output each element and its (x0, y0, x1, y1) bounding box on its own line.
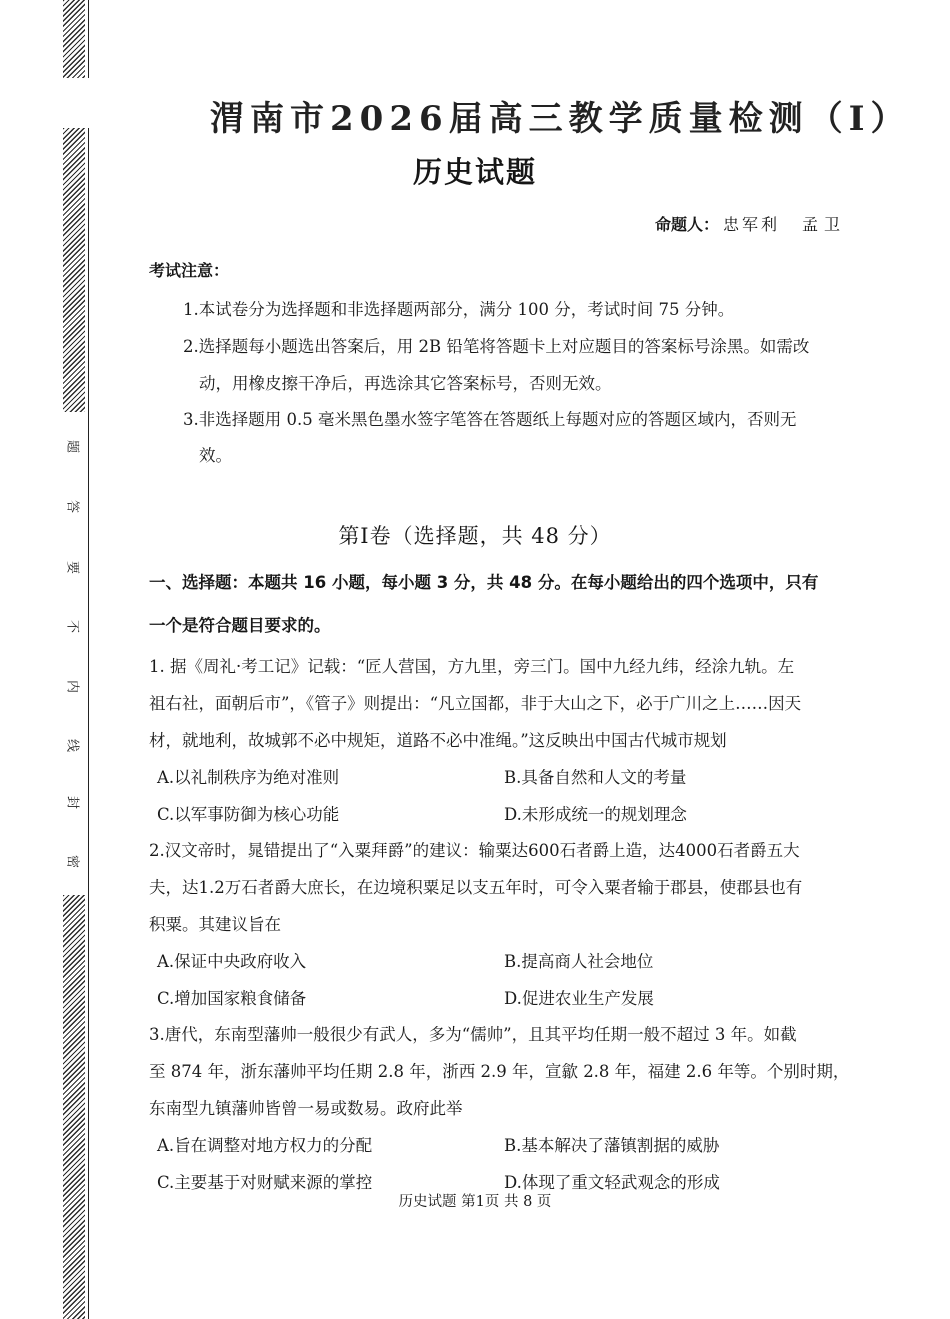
margin-char: 封 (64, 795, 80, 809)
option-b: B.提高商人社会地位 (504, 952, 654, 971)
authors-label: 命题人： (654, 215, 719, 234)
question-stem: 夫，达1.2万石者爵大庶长，在边境积粟足以支五年时，可令入粟者输于郡县，使郡县也有 (149, 878, 803, 897)
question-stem: 东南型九镇藩帅皆曾一易或数易。政府此举 (149, 1099, 463, 1118)
note-line: 2.选择题每小题选出答案后，用 2B 铅笔将答题卡上对应题目的答案标号涂黑。如需改 (183, 337, 810, 356)
margin-char: 不 (64, 619, 80, 633)
margin-char: 线 (64, 738, 80, 752)
question-stem: 3.唐代，东南型藩帅一般很少有武人，多为“儒帅”，且其平均任期一般不超过 3 年。如截 (149, 1025, 797, 1044)
question-stem: 祖右社，面朝后市”，《管子》则提出：“凡立国都，非于大山之下，必于广川之上……因天 (149, 694, 802, 713)
margin-char: 密 (64, 854, 80, 868)
question-stem: 至 874 年，浙东藩帅平均任期 2.8 年，浙西 2.9 年，宣歙 2.8 年，福建 2.6 年等。个别时期， (149, 1062, 850, 1081)
section-title: 第Ⅰ卷（选择题，共 48 分） (338, 524, 612, 548)
option-c: C.以军事防御为核心功能 (157, 805, 340, 824)
option-a: A.以礼制秩序为绝对准则 (157, 768, 340, 787)
question-stem: 材，就地利，故城郭不必中规矩，道路不必中准绳。”这反映出中国古代城市规划 (149, 731, 727, 750)
option-a: A.旨在调整对地方权力的分配 (157, 1136, 373, 1155)
option-b: B.具备自然和人文的考量 (504, 768, 687, 787)
binding-hatch-lower (63, 895, 85, 1319)
margin-char: 要 (64, 560, 80, 574)
page-title: 历史试题 (412, 155, 537, 189)
option-b: B.基本解决了藩镇割据的威胁 (504, 1136, 720, 1155)
option-a: A.保证中央政府收入 (157, 952, 307, 971)
note-line: 效。 (199, 446, 232, 465)
note-line: 3.非选择题用 0.5 毫米黑色墨水签字笔答在答题纸上每题对应的答题区域内，否则无 (183, 410, 797, 429)
margin-char: 题 (64, 439, 80, 453)
author-name: 忠军利 (722, 215, 780, 234)
binding-hatch-top (63, 0, 85, 78)
note-line: 动，用橡皮擦干净后，再选涂其它答案标号，否则无效。 (199, 374, 612, 393)
question-stem: 2.汉文帝时，晁错提出了“入粟拜爵”的建议：输粟达600石者爵上造，达4000石者爵五大 (149, 841, 800, 860)
exam-series-title: 渭南市2026届高三教学质量检测（Ⅰ） (210, 99, 911, 139)
section-instructions: 一个是符合题目要求的。 (149, 616, 331, 635)
question-stem: 积粟。其建议旨在 (149, 915, 281, 934)
section-instructions: 一、选择题：本题共 16 小题，每小题 3 分，共 48 分。在每小题给出的四个选项中，只有 (149, 573, 819, 592)
option-c: C.主要基于对财赋来源的掌控 (157, 1173, 373, 1192)
option-d: D.未形成统一的规划理念 (504, 805, 687, 824)
note-line: 1.本试卷分为选择题和非选择题两部分，满分 100 分，考试时间 75 分钟。 (183, 300, 735, 319)
page-footer: 历史试题 第1页 共 8 页 (398, 1194, 552, 1210)
author-name: 孟卫 (801, 215, 846, 234)
notes-heading: 考试注意： (149, 261, 230, 280)
binding-line-mid (88, 128, 89, 1319)
margin-char: 内 (64, 679, 80, 693)
binding-line-top (88, 0, 89, 78)
option-d: D.促进农业生产发展 (504, 989, 654, 1008)
authors-line (655, 212, 846, 235)
option-d: D.体现了重文轻武观念的形成 (504, 1173, 720, 1192)
margin-char: 答 (64, 499, 80, 513)
option-c: C.增加国家粮食储备 (157, 989, 307, 1008)
question-stem: 1. 据《周礼·考工记》记载：“匠人营国，方九里，旁三门。国中九经九纬，经涂九轨。左 (149, 657, 795, 676)
